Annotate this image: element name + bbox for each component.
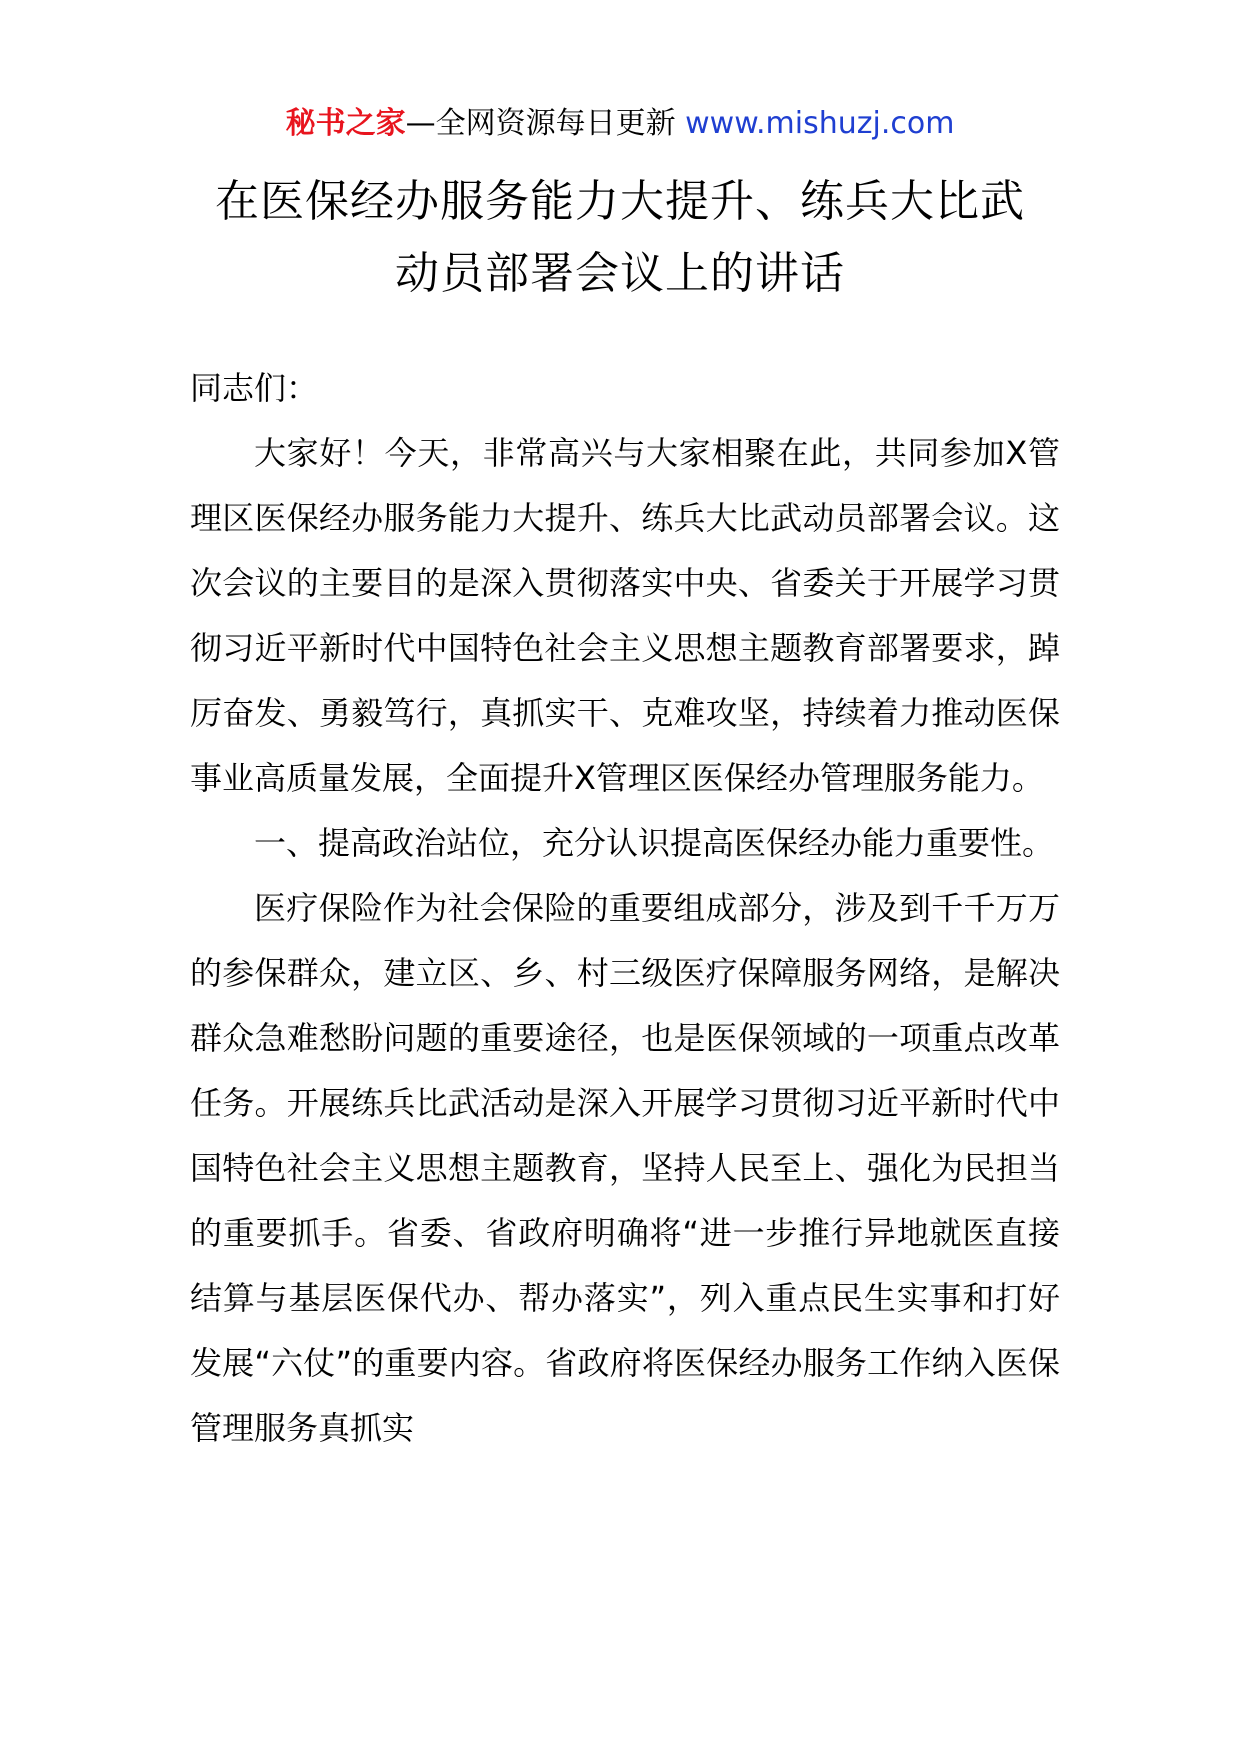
title-line-1: 在医保经办服务能力大提升、练兵大比武 (215, 176, 1025, 227)
header-slogan: —全网资源每日更新 (405, 106, 686, 141)
watermark-header (0, 104, 1240, 144)
title-line-2: 动员部署会议上的讲话 (395, 248, 845, 299)
header-url: www.mishuzj.com (685, 106, 955, 141)
section-heading-1: 一、提高政治站位，充分认识提高医保经办能力重要性。 (254, 824, 1055, 862)
salutation: 同志们： (190, 369, 319, 407)
document-body (190, 356, 1060, 1461)
paragraph-section-1: 医疗保险作为社会保险的重要组成部分，涉及到千千万万的参保群众，建立区、乡、村三级医疗保障服务网络，是解决群众急难愁盼问题的重要途径，也是医保领域的一项重点改革任务。开展练兵比武活动是深入开展学习贯彻习近平新时代中国特色社会主义思想主题教育，坚持人民至上、强化为民担当的重要抓手。省委、省政府明确将“进一步推行异地就医直接结算与基层医保代办、帮办落实”，列入重点民生实事和打好发展“六仗”的重要内容。省政府将医保经办服务工作纳入医保管理服务真抓实 (190, 889, 1060, 1447)
document-title (0, 166, 1240, 310)
brand-name: 秘书之家 (285, 106, 406, 141)
paragraph-intro: 大家好！今天，非常高兴与大家相聚在此，共同参加X管理区医保经办服务能力大提升、练兵大比武动员部署会议。这次会议的主要目的是深入贯彻落实中央、省委关于开展学习贯彻习近平新时代中国特色社会主义思想主题教育部署要求，踔厉奋发、勇毅笃行，真抓实干、克难攻坚，持续着力推动医保事业高质量发展，全面提升X管理区医保经办管理服务能力。 (190, 434, 1060, 797)
